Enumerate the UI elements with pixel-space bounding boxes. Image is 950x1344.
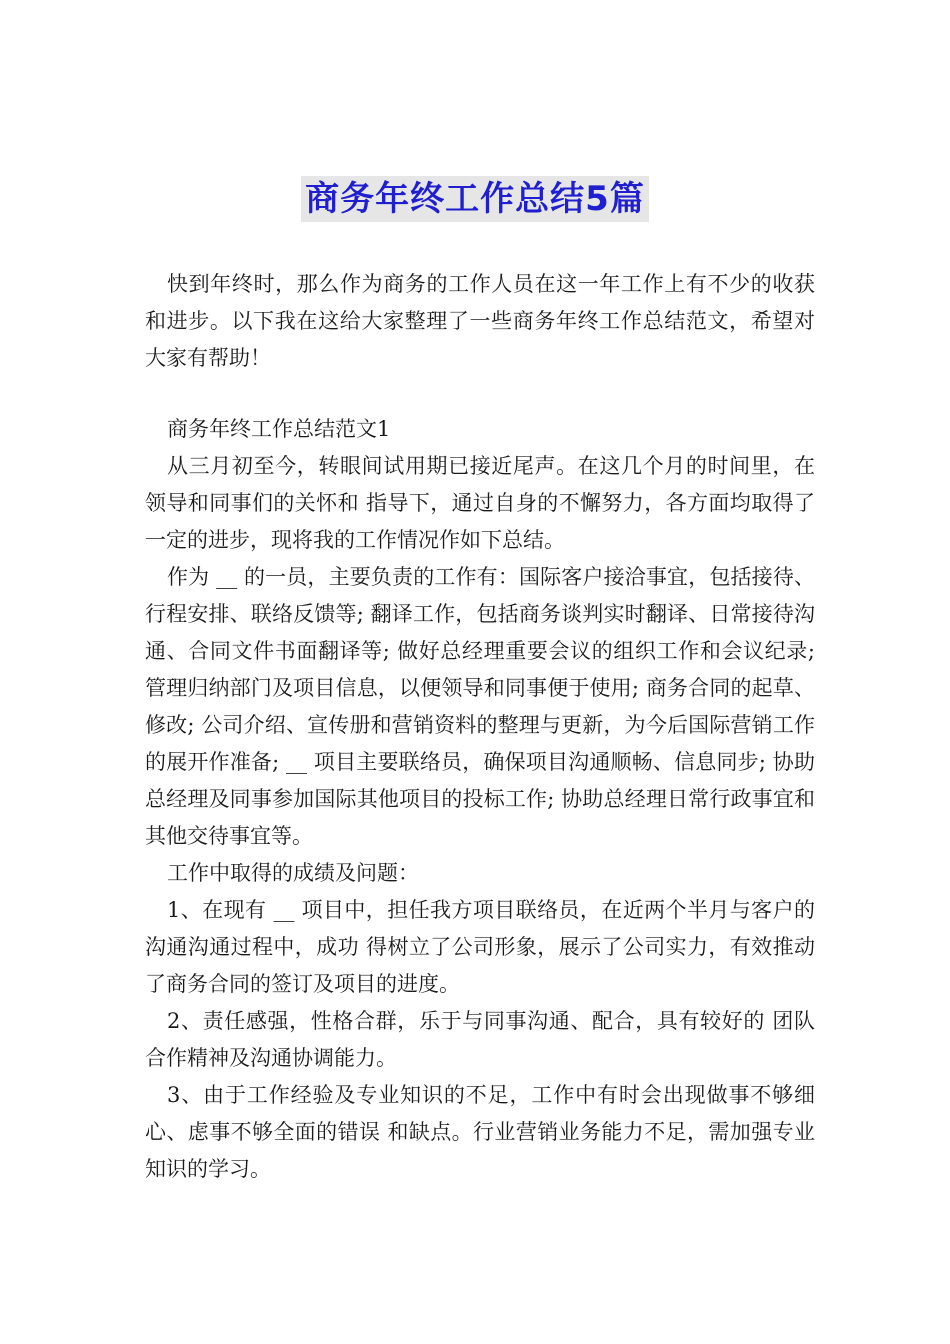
intro-paragraph: 快到年终时，那么作为商务的工作人员在这一年工作上有不少的收获和进步。以下我在这给大家整理了一些商务年终工作总结范文，希望对大家有帮助！ (145, 272, 815, 370)
paragraph-item-1: 1、在现有 __ 项目中，担任我方项目联络员，在近两个半月与客户的沟通沟通过程中，成功 得树立了公司形象，展示了公司实力，有效推动了商务合同的签订及项目的进度。 (145, 898, 815, 996)
section-heading: 商务年终工作总结范文1 (167, 417, 391, 441)
document-body (145, 266, 815, 1188)
paragraph-trial-period: 从三月初至今，转眼间试用期已接近尾声。在这几个月的时间里，在领导和同事们的关怀和 指导下，通过自身的不懈努力，各方面均取得了一定的进步，现将我的工作情况作如下总结。 (145, 454, 815, 552)
document-title: 商务年终工作总结5篇 (301, 176, 649, 222)
paragraph-item-2: 2、责任感强，性格合群，乐于与同事沟通、配合，具有较好的 团队合作精神及沟通协调能力。 (145, 1009, 815, 1070)
title-container (0, 176, 950, 222)
paragraph-responsibilities: 作为 __ 的一员，主要负责的工作有：国际客户接洽事宜，包括接待、行程安排、联络反馈等; 翻译工作，包括商务谈判实时翻译、日常接待沟通、合同文件书面翻译等; 做好总经理重要会议的组织工作和会议纪录; 管理归纳部门及项目信息，以便领导和同事便于使用; 商务合同的起草、修改; 公司介绍、宣传册和营销资料的整理与更新，为今后国际营销工作的展开作准备; __ 项目主要联络员，确保项目沟通顺畅、信息同步; 协助总经理及同事参加国际其他项目的投标工作; 协助总经理日常行政事宜和其他交待事宜等。 (145, 565, 815, 848)
paragraph-achievements-heading: 工作中取得的成绩及问题： (167, 861, 419, 885)
paragraph-item-3: 3、由于工作经验及专业知识的不足，工作中有时会出现做事不够细心、虑事不够全面的错误 和缺点。行业营销业务能力不足，需加强专业知识的学习。 (145, 1083, 815, 1181)
